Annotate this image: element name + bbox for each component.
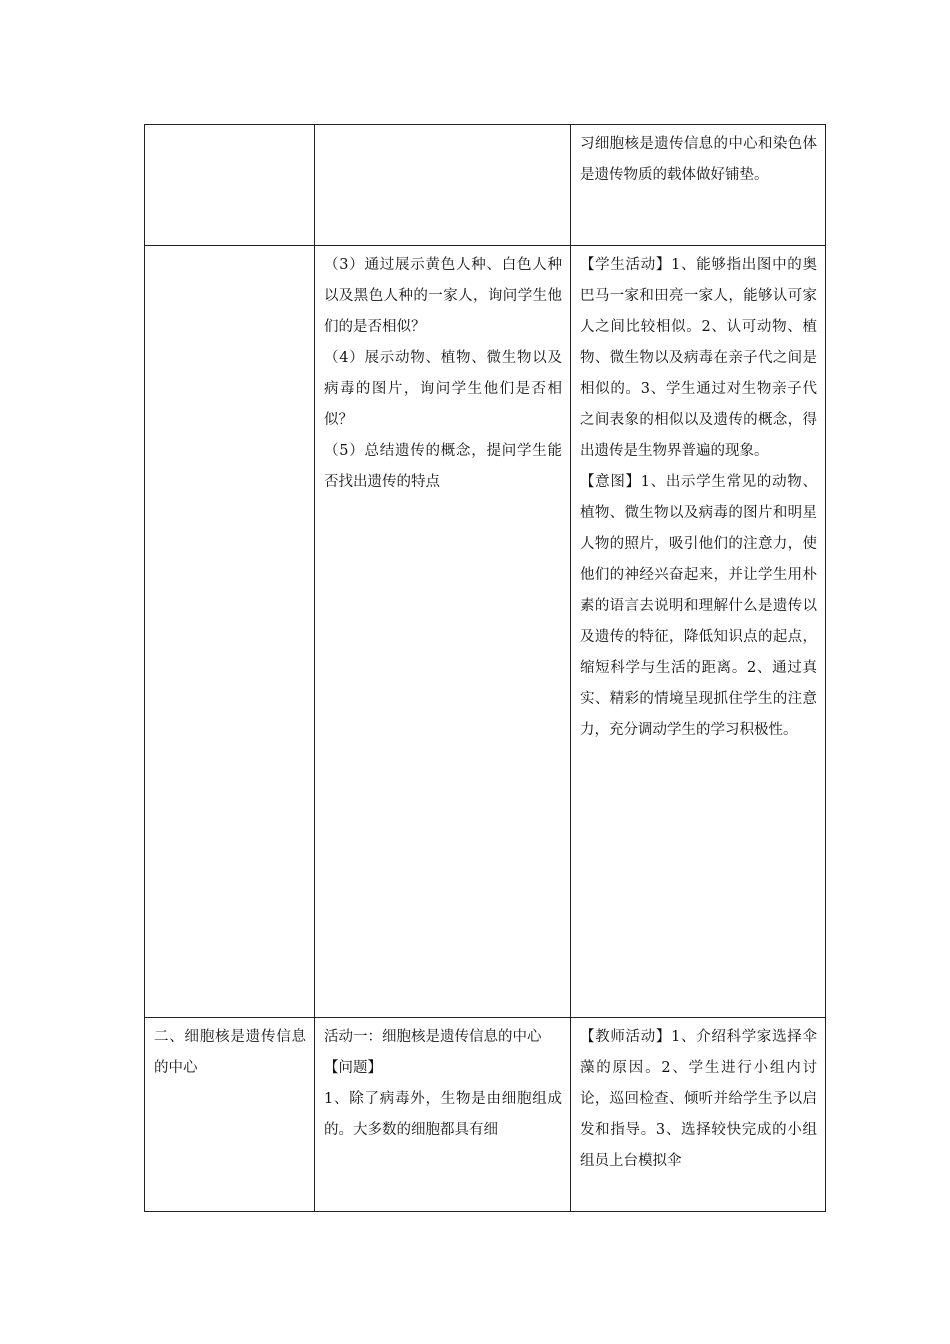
teacher-activity-cell (315, 246, 571, 1018)
table-row (145, 1018, 826, 1212)
cell-paragraph: 【教师活动】1、介绍科学家选择伞藻的原因。2、学生进行小组内讨论，巡回检查、倾听并给学生予以启发和指导。3、选择较快完成的小组组员上台模拟伞 (580, 1029, 817, 1169)
cell-paragraph: 活动一：细胞核是遗传信息的中心 (324, 1029, 542, 1045)
intent-cell (571, 246, 826, 1018)
cell-paragraph: 【学生活动】1、能够指出图中的奥巴马一家和田亮一家人，能够认可家人之间比较相似。2、认可动物、植物、微生物以及病毒在亲子代之间是相似的。3、学生通过对生物亲子代之间表象的相似以及遗传的概念，得出遗传是生物界普遍的现象。 (580, 257, 817, 459)
stage-cell (145, 246, 315, 1018)
intent-cell (571, 125, 826, 246)
cell-paragraph: （5）总结遗传的概念，提问学生能否找出遗传的特点 (324, 443, 562, 490)
teacher-activity-cell (315, 1018, 571, 1212)
intent-cell (571, 1018, 826, 1212)
teacher-activity-cell (315, 125, 571, 246)
table-row (145, 246, 826, 1018)
cell-paragraph: 1、除了病毒外，生物是由细胞组成的。大多数的细胞都具有细 (324, 1091, 562, 1138)
stage-cell (145, 125, 315, 246)
cell-paragraph: 【意图】1、出示学生常见的动物、植物、微生物以及病毒的图片和明星人物的照片，吸引他们的注意力，使他们的神经兴奋起来，并让学生用朴素的语言去说明和理解什么是遗传以及遗传的特征，降低知识点的起点，缩短科学与生活的距离。2、通过真实、精彩的情境呈现抓住学生的注意力，充分调动学生的学习积极性。 (580, 474, 817, 738)
table-row (145, 125, 826, 246)
lesson-plan-table (144, 124, 826, 1212)
cell-paragraph: 习细胞核是遗传信息的中心和染色体是遗传物质的载体做好铺垫。 (580, 136, 817, 183)
cell-paragraph: 【问题】 (324, 1060, 382, 1076)
cell-paragraph: （3）通过展示黄色人种、白色人种以及黑色人种的一家人，询问学生他们的是否相似？ (324, 257, 562, 335)
cell-paragraph: 二、细胞核是遗传信息的中心 (154, 1029, 306, 1076)
cell-paragraph: （4）展示动物、植物、微生物以及病毒的图片，询问学生他们是否相似？ (324, 350, 562, 428)
stage-cell (145, 1018, 315, 1212)
